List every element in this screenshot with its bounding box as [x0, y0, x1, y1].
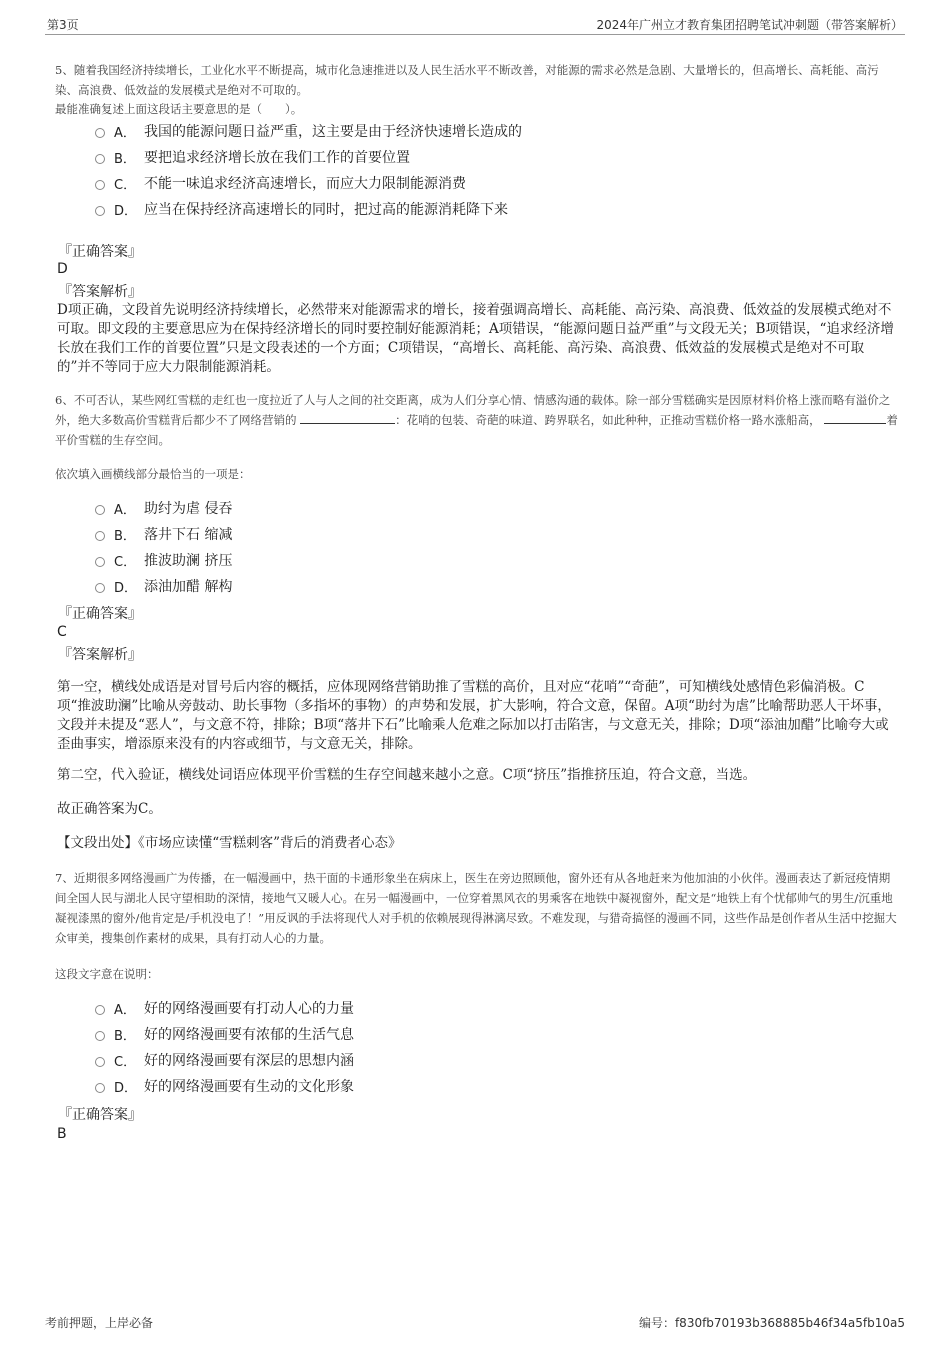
radio-icon[interactable] [95, 505, 105, 515]
q6-answer-label: 『正确答案』 [58, 606, 142, 622]
q5-stem: 5、随着我国经济持续增长，工业化水平不断提高，城市化急速推进以及人民生活水平不断改善，对能源的需求必然是急剧、大量增长的，但高增长、高耗能、高污染、高浪费、低效益的发展模式是绝对不可取的。 [55, 63, 879, 97]
q6-analysis-paragraph-3: 故正确答案为C。 [57, 801, 162, 817]
radio-icon[interactable] [95, 583, 105, 593]
document-id: 编号：f830fb70193b368885b46f34a5fb10a5 [638, 1316, 905, 1330]
radio-icon[interactable] [95, 531, 105, 541]
q7-stem: 7、近期很多网络漫画广为传播，在一幅漫画中，热干面的卡通形象坐在病床上，医生在旁边照顾他，窗外还有从各地赶来为他加油的小伙伴。漫画表达了新冠疫情期间全国人民与湖北人民守望相助的深情，接地气又暖人心。在另一幅漫画中，一位穿着黑风衣的男乘客在地铁中凝视窗外，配文是“地铁上有个忧郁帅气的男生/沉重地凝视漆黑的窗外/他肯定是/手机没电了！”用反讽的手法将现代人对手机的依赖展现得淋漓尽致。不难发现，与猎奇搞怪的漫画不同，这些作品是创作者从生活中挖掘大众审美，搜集创作素材的成果，具有打动人心的力量。 [55, 871, 897, 945]
q6-option-a[interactable]: A． 助纣为虐 侵吞 [95, 495, 232, 521]
radio-icon[interactable] [95, 180, 105, 190]
radio-icon[interactable] [95, 1031, 105, 1041]
footer-slogan: 考前押题，上岸必备 [45, 1316, 154, 1330]
q5-option-d[interactable]: D． 应当在保持经济高速增长的同时，把过高的能源消耗降下来 [95, 196, 522, 222]
page-header [45, 14, 905, 35]
q6-option-b[interactable]: B． 落井下石 缩减 [95, 521, 232, 547]
document-title: 2024年广州立才教育集团招聘笔试冲刺题（带答案解析） [596, 18, 903, 32]
q7-option-a[interactable]: A． 好的网络漫画要有打动人心的力量 [95, 995, 354, 1021]
q5-option-b[interactable]: B． 要把追求经济增长放在我们工作的首要位置 [95, 144, 522, 170]
q7-option-b[interactable]: B． 好的网络漫画要有浓郁的生活气息 [95, 1021, 354, 1047]
q5-answer: D [57, 261, 68, 277]
q6-analysis-paragraph-1: 第一空，横线处成语是对冒号后内容的概括，应体现网络营销助推了雪糕的高价，且对应“花哨”“奇葩”，可知横线处感情色彩偏消极。C项“推波助澜”比喻从旁鼓动、助长事物（多指坏的事物）的声势和发展，扩大影响，符合文意，保留。A项“助纣为虐”比喻帮助恶人干坏事，文段并未提及“恶人”，与文意不符，排除；B项“落井下石”比喻乘人危难之际加以打击陷害，与文意无关，排除；D项“添油加醋”比喻夸大或歪曲事实，增添原来没有的内容或细节，与文意无关，排除。 [57, 679, 891, 752]
q7-answer: B [57, 1126, 67, 1142]
radio-icon[interactable] [95, 1083, 105, 1093]
q6-answer: C [57, 624, 67, 640]
q5-option-c[interactable]: C． 不能一味追求经济高速增长，而应大力限制能源消费 [95, 170, 522, 196]
q5-analysis-label: 『答案解析』 [58, 284, 142, 300]
q6-option-d[interactable]: D． 添油加醋 解构 [95, 573, 232, 599]
q7-options [95, 995, 354, 1099]
q6-analysis-label: 『答案解析』 [58, 647, 142, 663]
radio-icon[interactable] [95, 154, 105, 164]
q5-options [95, 118, 522, 222]
q7-answer-label: 『正确答案』 [58, 1107, 142, 1123]
q5-answer-label: 『正确答案』 [58, 244, 142, 260]
radio-icon[interactable] [95, 1005, 105, 1015]
q7-option-c[interactable]: C． 好的网络漫画要有深层的思想内涵 [95, 1047, 354, 1073]
radio-icon[interactable] [95, 1057, 105, 1067]
q5-option-a[interactable]: A． 我国的能源问题日益严重，这主要是由于经济快速增长造成的 [95, 118, 522, 144]
fill-blank-2 [824, 411, 886, 424]
q5-prompt: 最能准确复述上面这段话主要意思的是（ ）。 [55, 102, 303, 116]
q6-prompt: 依次填入画横线部分最恰当的一项是： [55, 467, 251, 481]
radio-icon[interactable] [95, 128, 105, 138]
page-number: 第3页 [47, 18, 79, 32]
q6-stem: 6、不可否认，某些网红雪糕的走红也一度拉近了人与人之间的社交距离，成为人们分享心情、情感沟通的载体。除一部分雪糕确实是因原材料价格上涨而略有溢价之外，绝大多数高价雪糕背后都少不了网络营销的 ：花哨的包装、奇葩的味道、跨界联名，如此种种，正推动雪糕价格一路水涨船高， 着平价雪糕的生存空间。 [55, 393, 898, 447]
q6-analysis-paragraph-2: 第二空，代入验证，横线处词语应体现平价雪糕的生存空间越来越小之意。C项“挤压”指推挤压迫，符合文意，当选。 [57, 767, 757, 783]
q6-source: 【文段出处】《市场应读懂“雪糕刺客”背后的消费者心态》 [57, 835, 402, 851]
page-footer [45, 1314, 905, 1332]
radio-icon[interactable] [95, 557, 105, 567]
q6-options [95, 495, 232, 599]
q7-prompt: 这段文字意在说明： [55, 967, 159, 981]
q7-option-d[interactable]: D． 好的网络漫画要有生动的文化形象 [95, 1073, 354, 1099]
q6-option-c[interactable]: C． 推波助澜 挤压 [95, 547, 232, 573]
radio-icon[interactable] [95, 206, 105, 216]
q5-analysis: D项正确，文段首先说明经济持续增长，必然带来对能源需求的增长，接着强调高增长、高耗能、高污染、高浪费、低效益的发展模式绝对不可取。即文段的主要意思应为在保持经济增长的同时要控制好能源消耗；A项错误，“能源问题日益严重”与文段无关；B项错误，“追求经济增长放在我们工作的首要位置”只是文段表述的一个方面；C项错误，“高增长、高耗能、高污染、高浪费、低效益的发展模式是绝对不可取的”并不等同于应大力限制能源消耗。 [57, 302, 894, 375]
fill-blank-1 [300, 411, 395, 424]
